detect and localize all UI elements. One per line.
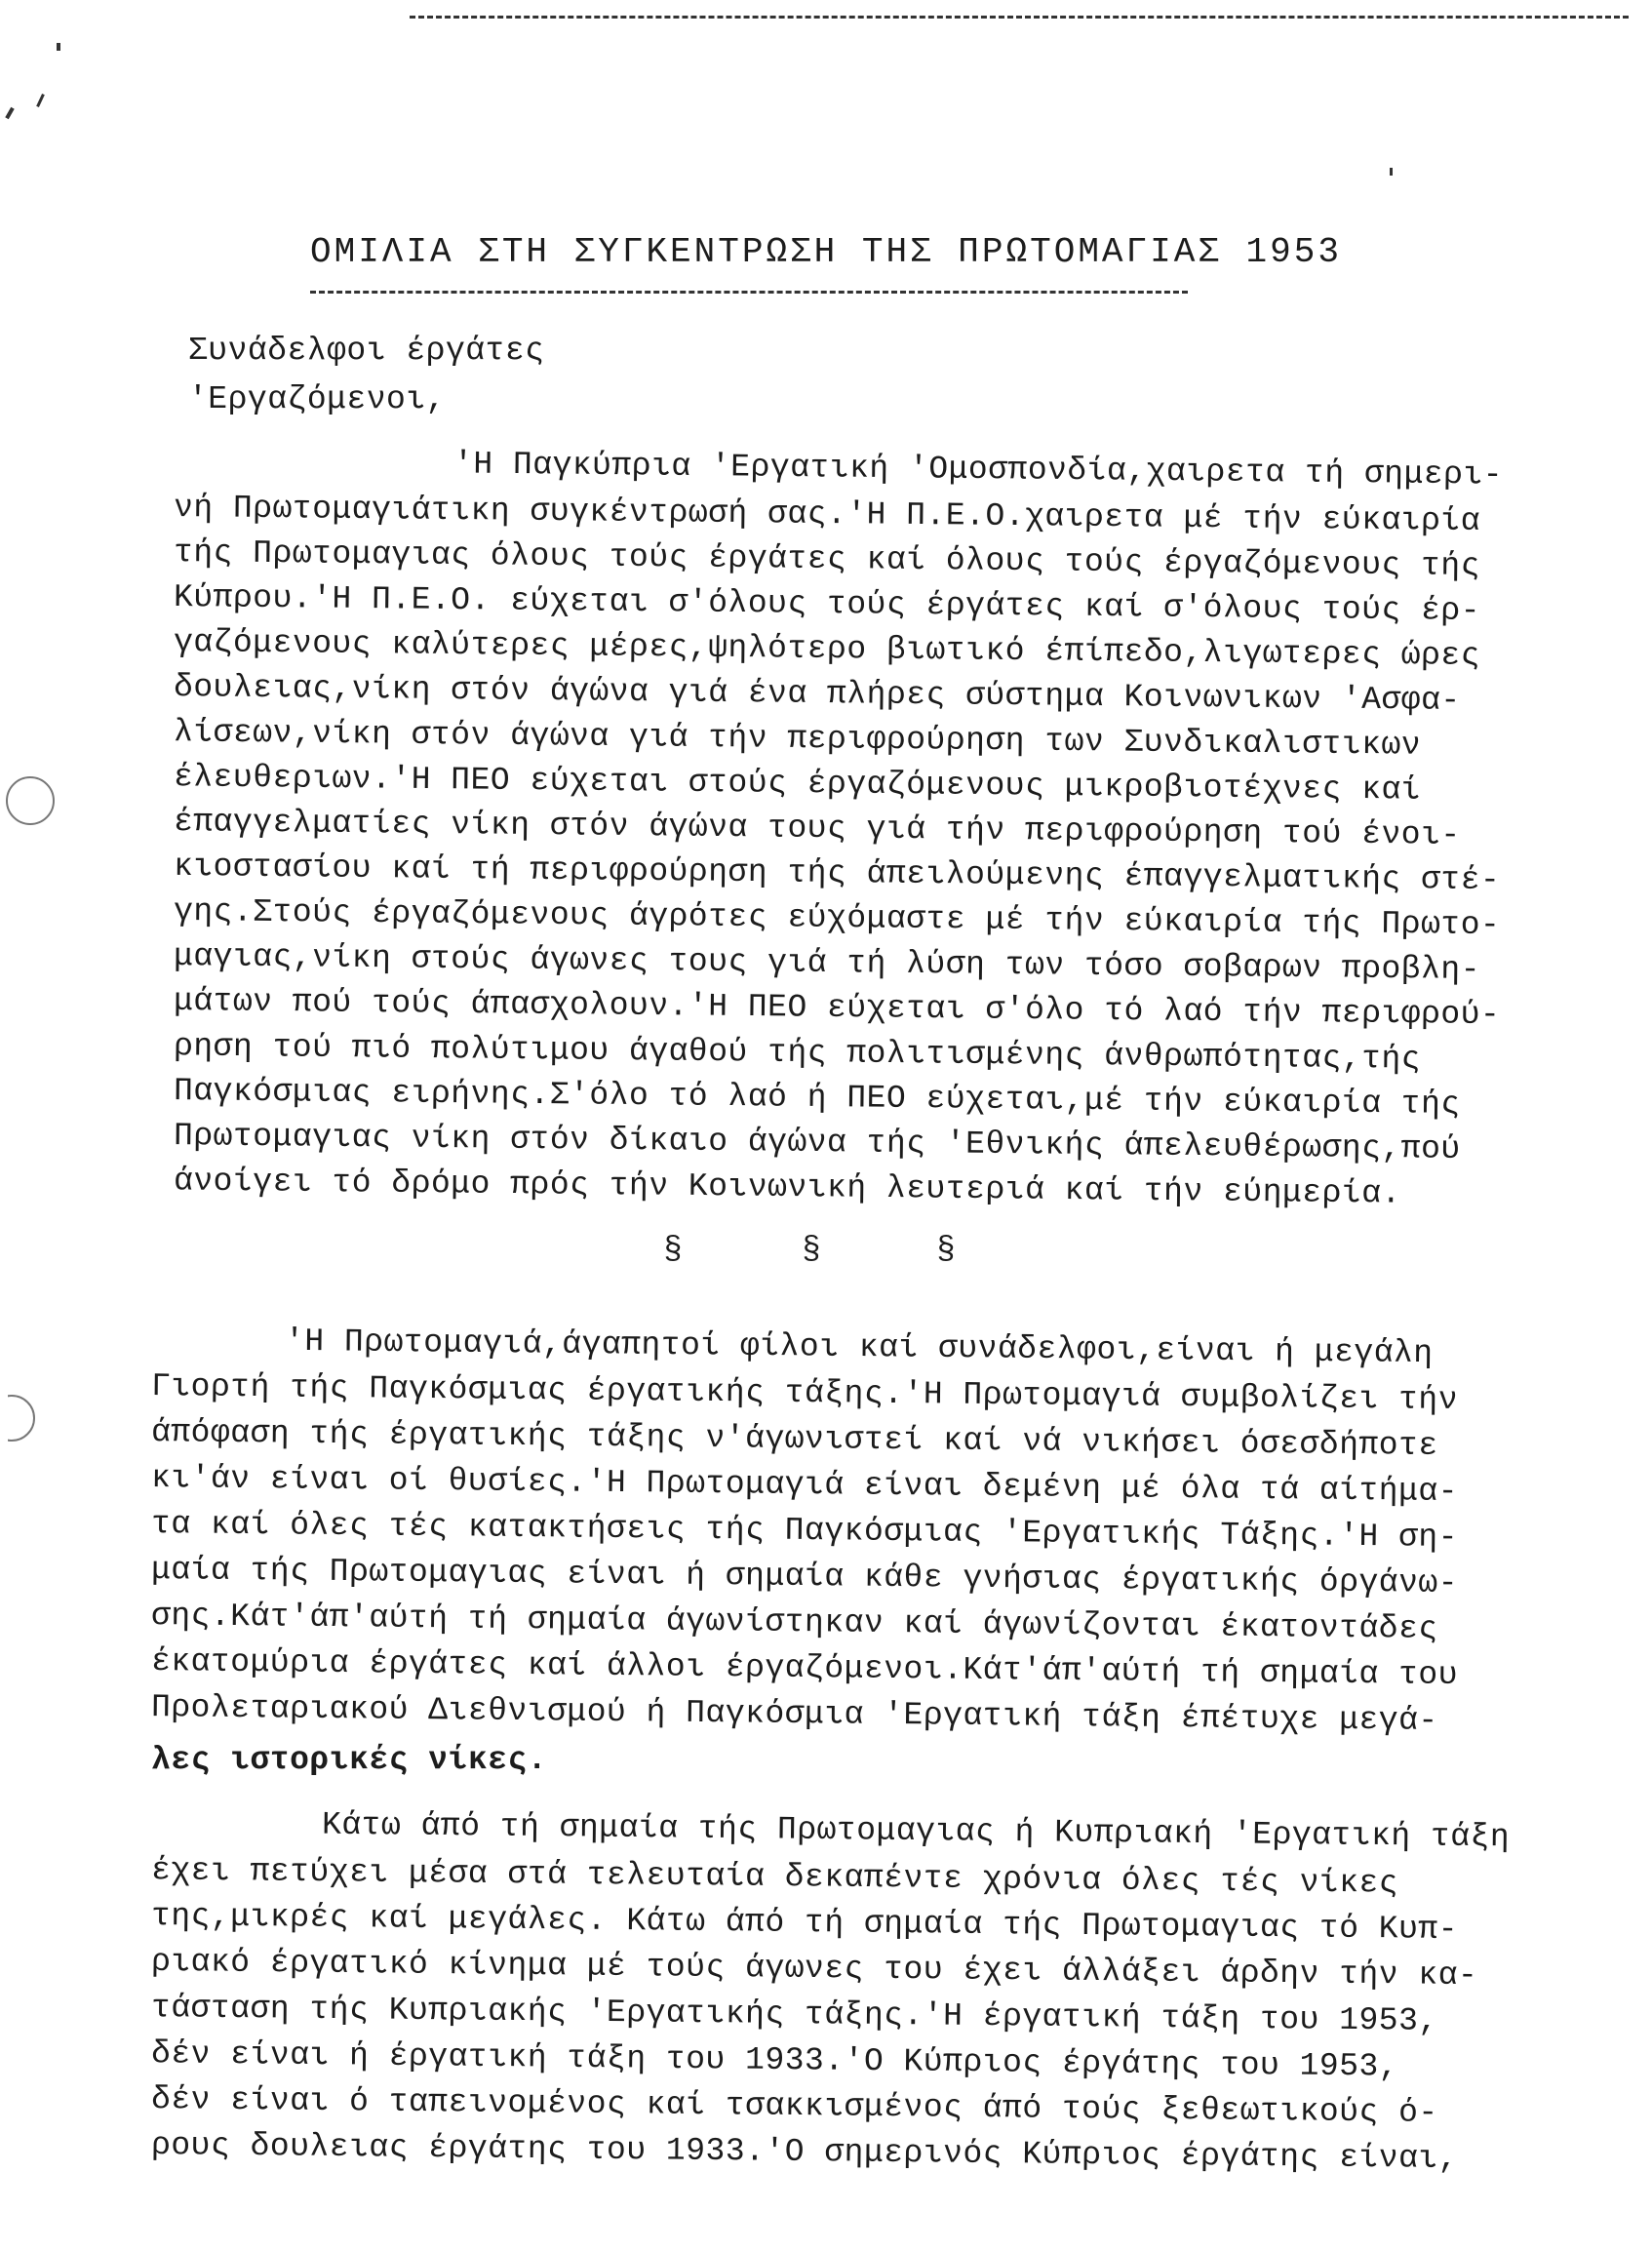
punch-hole	[0, 1395, 35, 1442]
text-line: μαία τής Πρωτομαγιας είναι ή σημαία κάθε γνήσιας έργατικής όργάνω-	[150, 1551, 1459, 1602]
text-line: άνοίγει τό δρόμο πρός τήν Κοινωνική λευτεριά καί τήν εύημερία.	[173, 1163, 1401, 1212]
text-line: άπόφαση τής έργατικής τάξης ν'άγωνιστεί καί νά νικήσει όσεσδήποτε	[150, 1414, 1438, 1464]
text-line: 'Η Πρωτομαγιά,άγαπητοί φίλοι καί συνάδελφοι,είναι ή μεγάλη	[284, 1323, 1434, 1372]
title-underline	[310, 291, 1188, 294]
text-line: Παγκόσμιας ειρήνης.Σ'όλο τό λαό ή ΠΕΟ εύχεται,μέ τήν εύκαιρία τής	[173, 1073, 1461, 1123]
section-mark: §	[936, 1232, 957, 1268]
section-mark: §	[802, 1232, 822, 1268]
top-dashed-rule	[410, 16, 1629, 19]
text-line: τάσταση τής Κυπριακής 'Εργατικής τάξης.'Η έργατική τάξη του 1953,	[150, 1990, 1438, 2039]
text-line: Πρωτομαγιας νίκη στόν δίκαιο άγώνα τής 'Εθνικής άπελευθέρωσης,πού	[173, 1118, 1461, 1167]
page-title: ΟΜΙΛΙΑ ΣΤΗ ΣΥΓΚΕΝΤΡΩΣΗ ΤΗΣ ΠΡΩΤΟΜΑΓΙΑΣ 1953	[310, 232, 1342, 272]
text-line: κιοστασίου καί τή περιφρούρηση τής άπειλούμενης έπαγγελματικής στέ-	[173, 848, 1501, 899]
scan-speck	[57, 43, 60, 51]
text-line: δέν είναι ή έργατική τάξη του 1933.'Ο Κύπριος έργάτης του 1953,	[150, 2035, 1399, 2085]
text-line: τής Πρωτομαγιας όλους τούς έργάτες καί όλους τούς έργαζόμενους τής	[173, 533, 1481, 585]
text-line: λες ιστορικές νίκες.	[151, 1742, 548, 1778]
text-line: έχει πετύχει μέσα στά τελευταία δεκαπέντε χρόνια όλες τές νίκες	[150, 1852, 1399, 1902]
text-line: κι'άν είναι οί θυσίες.'Η Πρωτομαγιά είναι δεμένη μέ όλα τά αίτήμα-	[150, 1459, 1459, 1511]
salutation-line: Συνάδελφοι έργάτες	[188, 333, 545, 369]
salutation-line: 'Εργαζόμενοι,	[188, 381, 446, 417]
scan-speck	[5, 107, 14, 119]
text-line: μαγιας,νίκη στούς άγωνες τους γιά τή λύση των τόσο σοβαρων προβλη-	[173, 937, 1481, 989]
text-line: γαζόμενους καλύτερες μέρες,ψηλότερο βιωτικό έπίπεδο,λιγωτερες ώρες	[173, 623, 1481, 675]
text-line: έπαγγελματίες νίκη στόν άγώνα τους γιά τήν περιφρούρηση τού ένοι-	[173, 804, 1461, 853]
text-line: δουλειας,νίκη στόν άγώνα γιά ένα πλήρες σύστημα Κοινωνικων 'Ασφα-	[173, 669, 1461, 719]
text-line: νή Πρωτομαγιάτικη συγκέντρωσή σας.'Η Π.Ε.Ο.χαιρετα μέ τήν εύκαιρία	[173, 489, 1481, 540]
text-line: μάτων πού τούς άπασχολουν.'Η ΠΕΟ εύχεται σ'όλο τό λαό τήν περιφρού-	[173, 982, 1501, 1034]
text-line: τα καί όλες τές κατακτήσεις τής Παγκόσμιας 'Εργατικής Τάξης.'Η ση-	[150, 1505, 1459, 1557]
text-line: Προλεταριακού Διεθνισμού ή Παγκόσμια 'Εργατική τάξη έπέτυχε μεγά-	[150, 1689, 1438, 1739]
text-line: σης.Κάτ'άπ'αύτή τή σημαία άγωνίστηκαν καί άγωνίζονται έκατοντάδες	[150, 1598, 1438, 1647]
text-line: έλευθεριων.'Η ΠΕΟ εύχεται στούς έργαζόμενους μικροβιοτέχνες καί	[173, 759, 1422, 809]
text-line: ρους δουλειας έργάτης του 1933.'Ο σημερινός Κύπριος έργάτης είναι,	[150, 2126, 1459, 2178]
text-line: 'Η Παγκύπρια 'Εργατική 'Ομοσπονδία,χαιρετα τή σημερι-	[452, 446, 1504, 494]
section-mark: §	[663, 1232, 684, 1268]
text-line: Γιορτή τής Παγκόσμιας έργατικής τάξης.'Η Πρωτομαγιά συμβολίζει τήν	[150, 1367, 1459, 1419]
text-line: λίσεων,νίκη στόν άγώνα γιά τήν περιφρούρηση των Συνδικαλιστικων	[173, 714, 1422, 764]
scan-speck	[36, 94, 45, 107]
text-line: γης.Στούς έργαζόμενους άγρότες εύχόμαστε μέ τήν εύκαιρία τής Πρωτο-	[173, 892, 1501, 944]
text-line: δέν είναι ό ταπεινομένος καί τσακκισμένος άπό τούς ξεθεωτικούς ό-	[150, 2081, 1438, 2131]
text-line: Κάτω άπό τή σημαία τής Πρωτομαγιας ή Κυπριακή 'Εργατική τάξη	[321, 1806, 1511, 1856]
text-line: ριακό έργατικό κίνημα μέ τούς άγωνες του έχει άλλάξει άρδην τήν κα-	[150, 1943, 1478, 1995]
text-line: της,μικρές καί μεγάλες. Κάτω άπό τή σημαία τής Πρωτομαγιας τό Κυπ-	[150, 1897, 1459, 1949]
text-line: έκατομύρια έργάτες καί άλλοι έργαζόμενοι.Κάτ'άπ'αύτή τή σημαία του	[150, 1642, 1459, 1694]
punch-hole	[6, 776, 55, 825]
scan-speck	[1390, 168, 1393, 176]
text-line: ρηση τού πιό πολύτιμου άγαθού τής πολιτισμένης άνθρωπότητας,τής	[173, 1028, 1422, 1078]
text-line: Κύπρου.'Η Π.Ε.Ο. εύχεται σ'όλους τούς έργάτες καί σ'όλους τούς έρ-	[173, 578, 1481, 630]
